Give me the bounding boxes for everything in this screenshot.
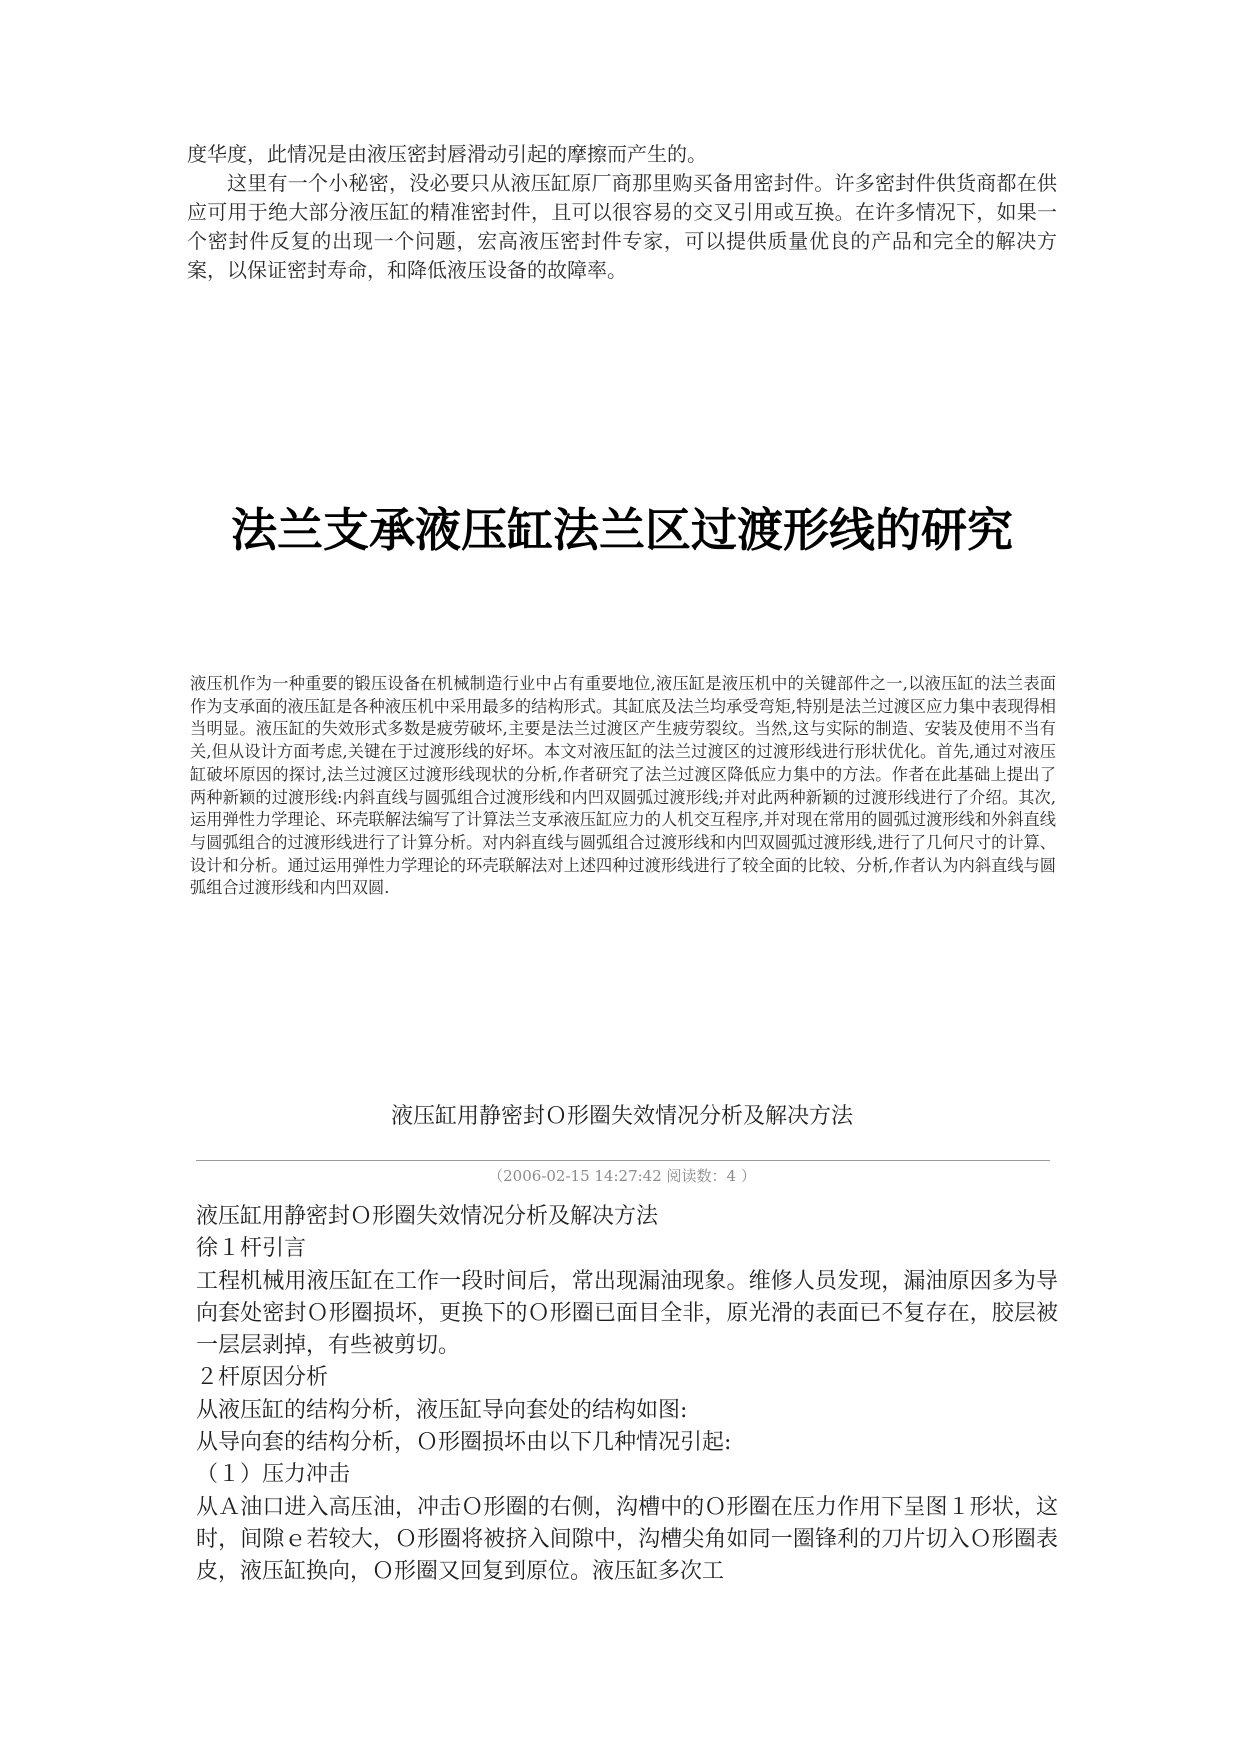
- paper-title: 法兰支承液压缸法兰区过渡形线的研究: [231, 503, 1013, 557]
- continuation-line: 度华度，此情况是由液压密封唇滑动引起的摩擦而产生的。: [187, 142, 707, 166]
- article-body: [196, 1201, 1058, 1589]
- article-meta: （2006-02-15 14:27:42 阅读数：4 ）: [488, 1167, 756, 1185]
- structure-line: 从液压缸的结构分析，液压缸导向套处的结构如图:: [196, 1397, 688, 1423]
- section-heading-cause: ２杆原因分析: [196, 1365, 329, 1391]
- intro-paragraph: 工程机械用液压缸在工作一段时间后，常出现漏油现象。维修人员发现，漏油原因多为导向套处密封Ｏ形圈损坏，更换下的Ｏ形圈已面目全非，原光滑的表面已不复存在，胶层被一层层剥掉，有些被剪切。: [196, 1268, 1058, 1359]
- title-divider: [196, 1160, 1050, 1161]
- guide-sleeve-line: 从导向套的结构分析，Ｏ形圈损坏由以下几种情况引起:: [196, 1430, 732, 1456]
- section-heading-intro: 徐１杆引言: [196, 1236, 307, 1262]
- subheading-pressure-impact: （１）压力冲击: [196, 1462, 351, 1488]
- abstract-paragraph: 液压机作为一种重要的锻压设备在机械制造行业中占有重要地位,液压缸是液压机中的关键部件之一,以液压缸的法兰表面作为支承面的液压缸是各种液压机中采用最多的结构形式。其缸底及法兰均承受弯矩,特别是法兰过渡区应力集中表现得相当明显。液压缸的失效形式多数是疲劳破坏,主要是法兰过渡区产生疲劳裂纹。当然,这与实际的制造、安装及使用不当有关,但从设计方面考虑,关键在于过渡形线的好坏。本文对液压缸的法兰过渡区的过渡形线进行形状优化。首先,通过对液压缸破坏原因的探讨,法兰过渡区过渡形线现状的分析,作者研究了法兰过渡区降低应力集中的方法。作者在此基础上提出了两种新颖的过渡形线:内斜直线与圆弧组合过渡形线和内凹双圆弧过渡形线;并对此两种新颖的过渡形线进行了介绍。其次,运用弹性力学理论、环壳联解法编写了计算法兰支承液压缸应力的人机交互程序,并对现在常用的圆弧过渡形线和外斜直线与圆弧组合的过渡形线进行了计算分析。对内斜直线与圆弧组合过渡形线和内凹双圆弧过渡形线,进行了几何尺寸的计算、设计和分析。通过运用弹性力学理论的环壳联解法对上述四种过渡形线进行了较全面的比较、分析,作者认为内斜直线与圆弧组合过渡形线和内凹双圆.: [190, 674, 1056, 898]
- pressure-impact-paragraph: 从Ａ油口进入高压油，冲击Ｏ形圈的右侧，沟槽中的Ｏ形圈在压力作用下呈图１形状，这时，间隙ｅ若较大，Ｏ形圈将被挤入间隙中，沟槽尖角如同一圈锋利的刀片切入Ｏ形圈表皮，液压缸换向，Ｏ形圈又回复到原位。液压缸多次工: [196, 1494, 1058, 1585]
- article-heading-line: 液压缸用静密封Ｏ形圈失效情况分析及解决方法: [196, 1204, 659, 1229]
- seal-advice-paragraph: 这里有一个小秘密，没必要只从液压缸原厂商那里购买备用密封件。许多密封件供货商都在供应可用于绝大部分液压缸的精准密封件，且可以很容易的交叉引用或互换。在许多情况下，如果一个密封件反复的出现一个问题，宏高液压密封件专家，可以提供质量优良的产品和完全的解决方案，以保证密封寿命，和降低液压设备的故障率。: [187, 171, 1057, 282]
- continuation-section: [187, 140, 1057, 285]
- article-title: 液压缸用静密封Ｏ形圈失效情况分析及解决方法: [390, 1104, 853, 1129]
